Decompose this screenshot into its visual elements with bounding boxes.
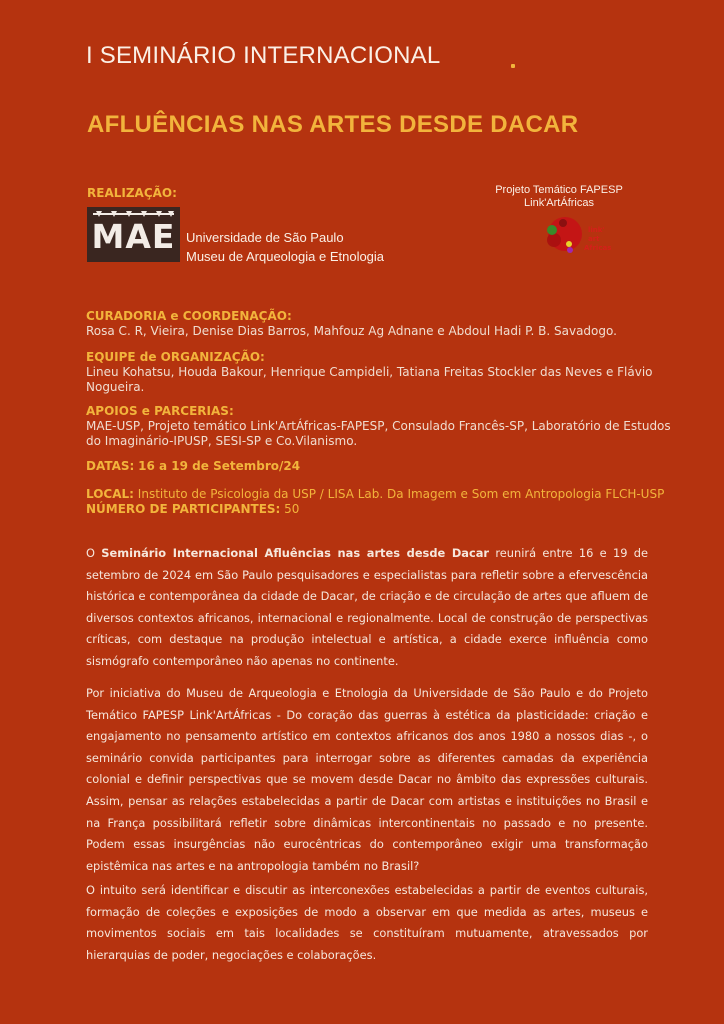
seminar-supertitle: I SEMINÁRIO INTERNACIONAL [86,42,441,69]
curadoria-section [86,309,686,339]
apoios-label: APOIOS e PARCERIAS: [86,404,234,418]
projeto-tematico [474,184,644,210]
apoios-section [86,404,686,449]
datas-section [86,459,686,474]
linkartafricas-logo [540,214,618,262]
p1-prefix: O [86,546,102,560]
curadoria-value: Rosa C. R, Vieira, Denise Dias Barros, Mahfouz Ag Adnane e Abdoul Hadi P. B. Savadogo. [86,324,617,338]
participantes-label: NÚMERO DE PARTICIPANTES: [86,502,281,516]
realizacao-label: REALIZAÇÃO: [87,186,177,200]
equipe-label: EQUIPE de ORGANIZAÇÃO: [86,350,265,364]
local-label: LOCAL: [86,487,134,501]
mae-logo [87,207,180,262]
p1-rest: reunirá entre 16 e 19 de setembro de 2024 em São Paulo pesquisadores e especialistas para refletir sobre a efervescência histórica e contemporânea da cidade de Dacar, de criação e de circulação de artes que afluem de diversos contextos africanos, internacional e regionalmente. Local de construção de perspectivas críticas, com destaque na produção intelectual e artística, a cidade exerce influência como sismógrafo contemporâneo não apenas no continente. [86,546,648,668]
mae-logo-text: MAE [91,217,176,256]
p1-seminar-name: Seminário Internacional Afluências nas artes desde Dacar [101,546,490,560]
decorative-dot [511,64,515,68]
local-section [86,487,686,517]
local-value: Instituto de Psicologia da USP / LISA Lab. Da Imagem e Som em Antropologia FLCH-USP [137,487,665,501]
paragraph-initiative: Por iniciativa do Museu de Arqueologia e Etnologia da Universidade de São Paulo e do Projeto Temático FAPESP Link'ArtÁfricas - Do coração das guerras à estética da plasticidade: criação e engajamento no pensamento artístico em contextos africanos dos anos 1980 a nossos dias -, o seminário convida participantes para interrogar sobre as diferentes camadas da experiência colonial e definir perspectivas que se movem desde Dacar no âmbito das expressões culturais. Assim, pensar as relações estabelecidas a partir de Dacar com artistas e instituições no Brasil e na França possibilitará refletir sobre dinâmicas intercontinentais no passado e no presente. Podem essas insurgências não eurocêntricas do contemporâneo exigir uma transformação epistêmica nas artes e na antropologia também no Brasil? [86,686,648,873]
equipe-section [86,350,686,395]
mae-university: Universidade de São Paulo [186,230,344,245]
logo-word-link: link' [588,226,605,234]
equipe-value: Lineu Kohatsu, Houda Bakour, Henrique Campideli, Tatiana Freitas Stockler das Neves e Flávio Nogueira. [86,365,653,394]
paragraph-intro [86,543,648,673]
paragraph-objective: O intuito será identificar e discutir as interconexões estabelecidas a partir de eventos culturais, formação de coleções e exposições de modo a observar em que medida as artes, museus e movimentos sociais em tais localidades se constituíram mutuamente, atravessados por hierarquias de poder, negociações e colaborações. [86,883,648,962]
projeto-line1: Projeto Temático FAPESP [495,184,623,196]
projeto-line2: Link'ArtÁfricas [524,197,594,209]
apoios-value: MAE-USP, Projeto temático Link'ArtÁfricas-FAPESP, Consulado Francês-SP, Laboratório de Estudos do Imaginário-IPUSP, SESI-SP e Co.Vilanismo. [86,419,671,448]
datas-value: 16 a 19 de Setembro/24 [138,459,301,473]
participantes-value: 50 [284,502,300,516]
logo-word-africas: Africas [584,244,612,252]
mae-museum: Museu de Arqueologia e Etnologia [186,249,385,264]
datas-label: DATAS: [86,459,135,473]
page-title: AFLUÊNCIAS NAS ARTES DESDE DACAR [87,111,579,138]
mae-institution [186,228,384,266]
logo-word-art: art [588,235,600,243]
curadoria-label: CURADORIA e COORDENAÇÃO: [86,309,292,323]
